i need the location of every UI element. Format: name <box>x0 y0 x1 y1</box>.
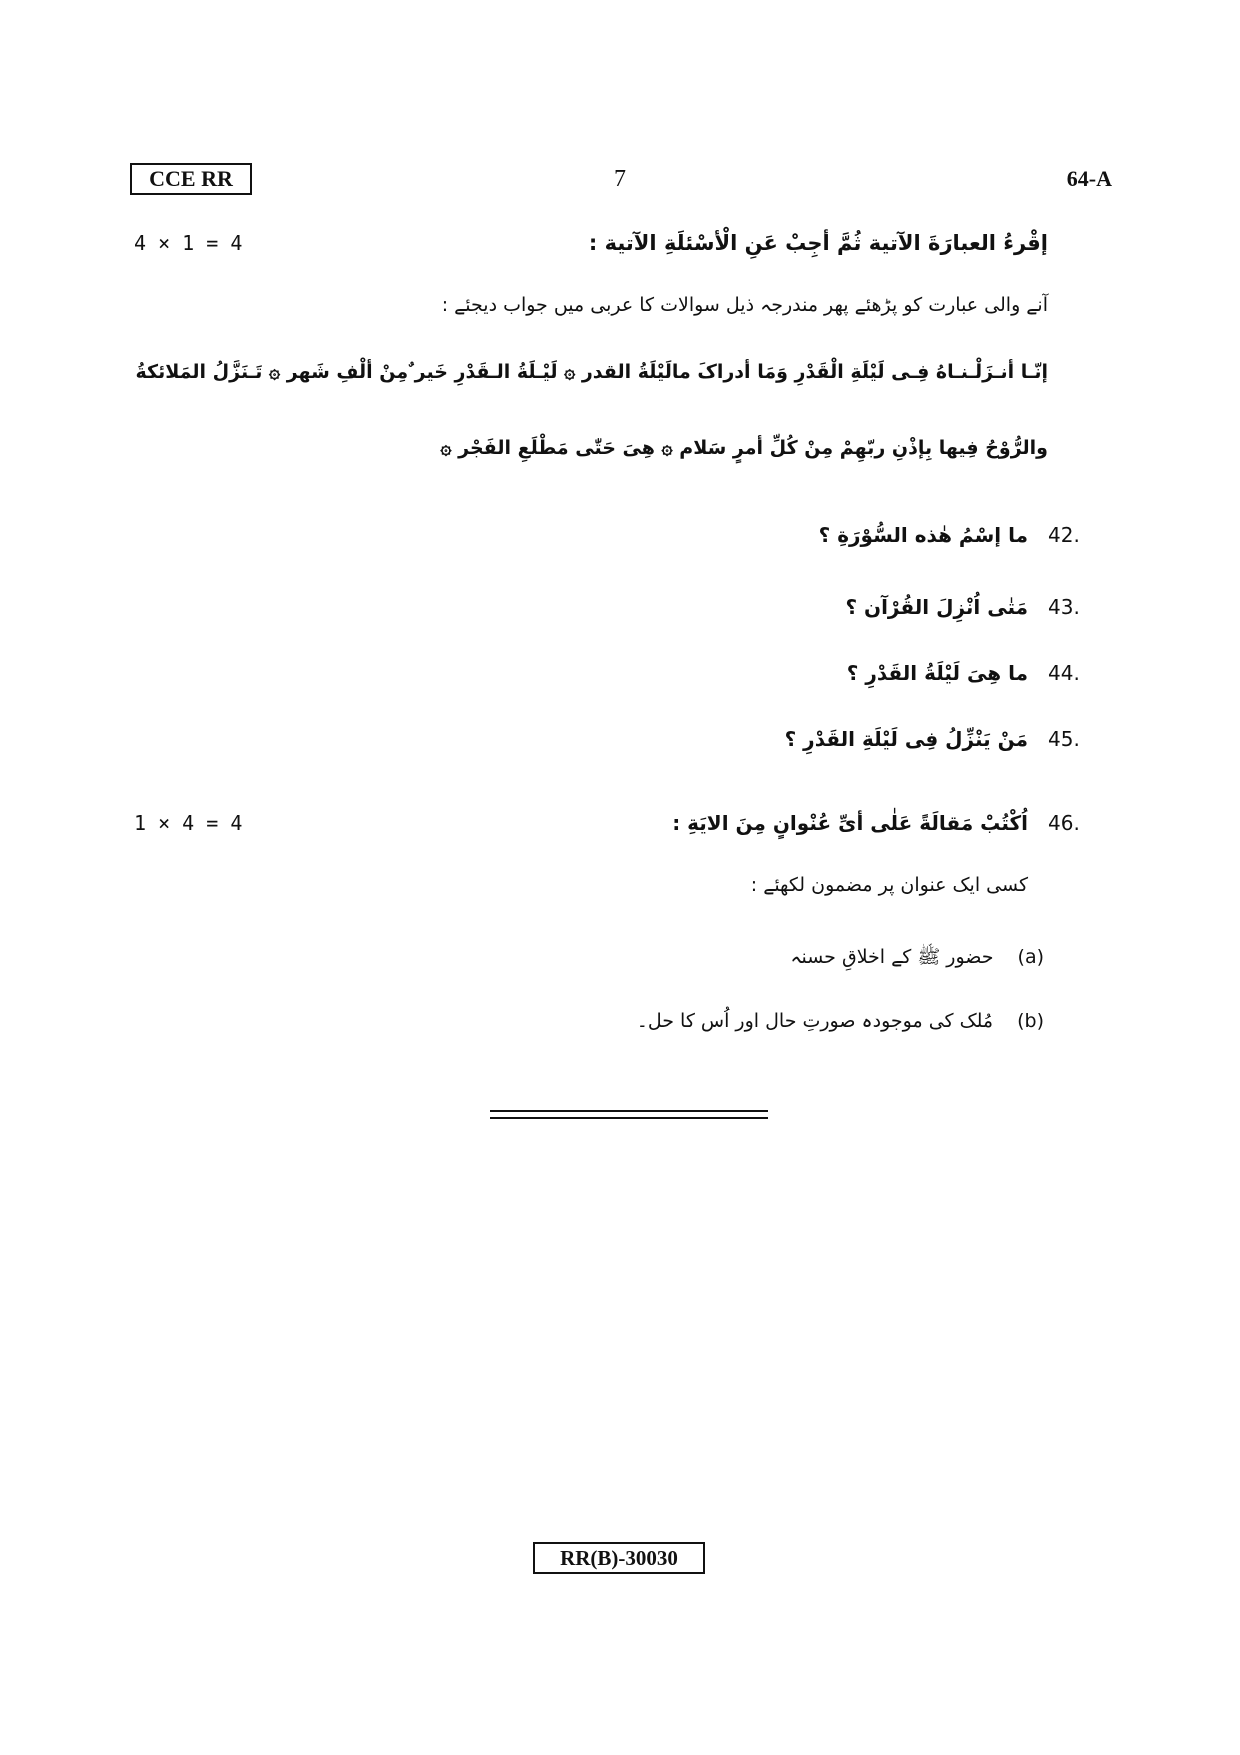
question-46 <box>672 806 1112 840</box>
section-marks: 4 × 1 = 4 <box>134 231 243 255</box>
question-number: 46. <box>1048 811 1080 835</box>
question-number: 44. <box>1048 661 1080 685</box>
question-text: مَنْ یَنْزِّلُ فِی لَیْلَةِ القَدْرِ ؟ <box>784 727 1028 751</box>
question-44 <box>847 656 1112 690</box>
option-label: (a) <box>1017 946 1044 968</box>
question-45 <box>785 722 1112 756</box>
subject-code-box: CCE RR <box>130 163 252 195</box>
question-text: ما هِیَ لَیْلَةُ القَدْرِ ؟ <box>846 661 1028 685</box>
footer-code-box: RR(B)-30030 <box>533 1542 705 1574</box>
question-text: ما إسْمُ هٰذه السُّوْرَةِ ؟ <box>818 523 1028 547</box>
question-text: اُکْتُبْ مَقالَةً عَلٰی أیِّ عُنْوانٍ مِنَ الایَةِ : <box>672 811 1028 835</box>
essay-instruction-urdu: کسی ایک عنوان پر مضمون لکھئے : <box>750 874 1028 896</box>
essay-option-a <box>790 940 1044 974</box>
passage-line-2: والرُّوْحُ فِیها بِإذْنِ ربّهِمْ مِنْ کُلِّ أمرٍ سَلام ۞ هِیَ حَتّٰی مَطْلَعِ الفَجْر ۞ <box>440 437 1048 459</box>
essay-option-b <box>637 1004 1044 1038</box>
option-text: حضور ﷺ کے اخلاقِ حسنہ <box>790 946 994 968</box>
page-number: 7 <box>614 166 626 192</box>
question-text: مَتٰی اُنْزِلَ القُرْآن ؟ <box>845 595 1028 619</box>
end-double-rule <box>490 1110 768 1119</box>
question-number: 43. <box>1048 595 1080 619</box>
question-42 <box>819 518 1112 552</box>
option-label: (b) <box>1017 1010 1044 1032</box>
essay-marks: 1 × 4 = 4 <box>134 811 243 835</box>
question-number: 45. <box>1048 727 1080 751</box>
question-number: 42. <box>1048 523 1080 547</box>
question-43 <box>845 590 1112 624</box>
instruction-urdu: آنے والی عبارت کو پڑھئے پھر مندرجہ ذیل سوالات کا عربی میں جواب دیجئے : <box>441 294 1048 316</box>
instruction-arabic: إقْرءُ العبارَةَ الآتية ثُمَّ أجِبْ عَنِ الْأسْئلَةِ الآتية : <box>588 231 1048 255</box>
paper-code: 64-A <box>1066 166 1112 191</box>
passage-line-1: إنّـا أنـزَلْـنـاهُ فِـی لَیْلَةِ الْقَدْرِ وَمَا أدراکَ مالَیْلَةُ القدر ۞ لَیْـلَةُ الـقَدْرِ خَیر ٌمِنْ ألْفِ شَهر ۞ تَـنَزَّلُ المَلائکةُ <box>136 361 1048 383</box>
option-text: مُلک کی موجودہ صورتِ حال اور اُس کا حل۔ <box>636 1010 994 1032</box>
